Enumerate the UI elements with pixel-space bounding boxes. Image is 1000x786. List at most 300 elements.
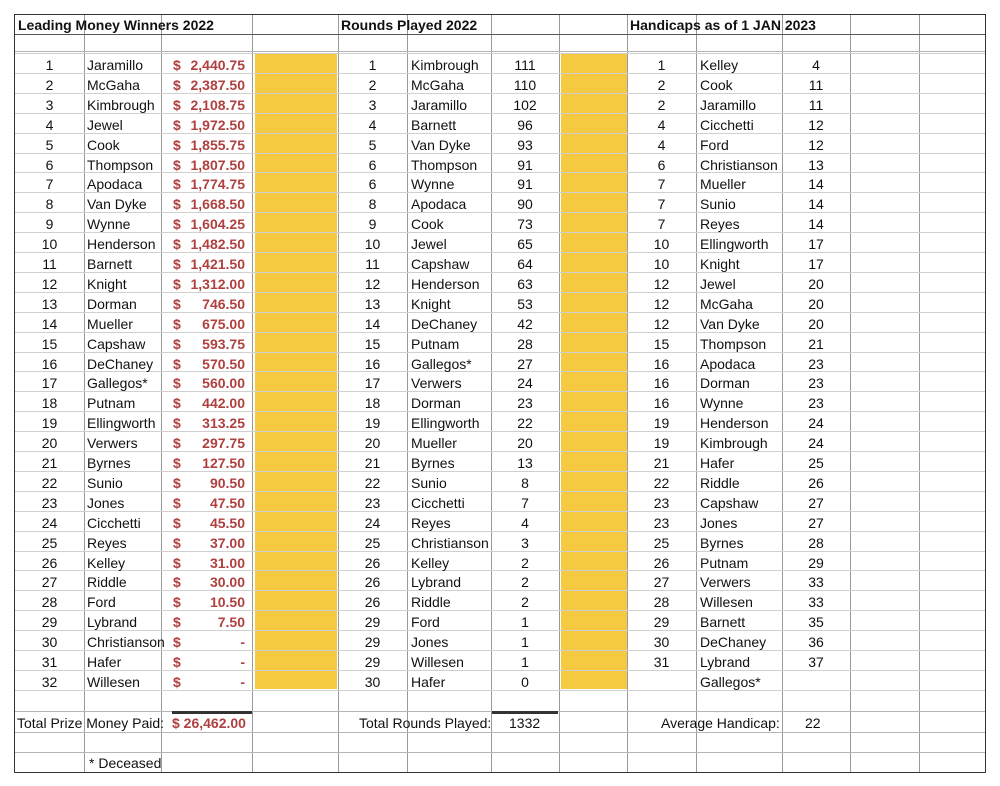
- money-rank: 1: [45, 57, 54, 73]
- rounds-name: Willesen: [411, 654, 464, 670]
- handicap-name: McGaha: [700, 295, 753, 312]
- rounds-value: 1: [521, 634, 529, 651]
- money-amount: [173, 473, 245, 493]
- rounds-rank: 21: [364, 455, 381, 471]
- rounds-rank: 8: [368, 196, 377, 213]
- handicap-rank: 23: [653, 514, 670, 531]
- handicap-rank: 16: [653, 395, 670, 412]
- money-amount: [173, 314, 245, 334]
- handicap-value: 21: [808, 335, 824, 352]
- rounds-rank: 15: [364, 335, 381, 352]
- handicap-rank: 7: [657, 196, 666, 213]
- handicap-name: Christianson: [700, 156, 778, 173]
- rounds-rank: 6: [368, 176, 377, 193]
- amount-value: 127.50: [202, 455, 245, 471]
- rounds-name: Thompson: [411, 156, 478, 173]
- currency-symbol: $: [173, 474, 181, 491]
- money-name: Jaramillo: [87, 57, 144, 73]
- handicap-name: Sunio: [700, 196, 736, 213]
- money-rank: 2: [45, 76, 54, 93]
- handicap-rank: 12: [653, 315, 670, 332]
- currency-symbol: $: [173, 96, 181, 113]
- money-rank: 17: [41, 375, 58, 392]
- rounds-name: Ellingworth: [411, 415, 480, 432]
- money-rank: 26: [41, 554, 58, 571]
- amount-value: -: [240, 654, 245, 670]
- amount-value: 442.00: [202, 395, 245, 412]
- money-amount: [173, 174, 245, 194]
- currency-symbol: $: [173, 275, 181, 292]
- money-name: Putnam: [87, 395, 136, 412]
- rounds-value: 111: [514, 57, 536, 73]
- rounds-value: 90: [517, 196, 533, 213]
- currency-symbol: $: [173, 673, 181, 690]
- currency-symbol: $: [173, 455, 181, 471]
- money-name: Kimbrough: [87, 96, 155, 113]
- rounds-value: 13: [517, 455, 533, 471]
- money-rank: 11: [42, 256, 57, 272]
- rounds-name: Apodaca: [411, 196, 467, 213]
- money-amount: [173, 393, 245, 413]
- money-rank: 10: [41, 236, 58, 253]
- rounds-value: 91: [517, 156, 533, 173]
- rounds-name: McGaha: [411, 76, 464, 93]
- handicap-value: 13: [808, 156, 824, 173]
- handicap-name: Cicchetti: [700, 116, 754, 133]
- handicap-value: 26: [808, 474, 824, 491]
- money-amount: [173, 433, 245, 453]
- money-amount: [173, 274, 245, 294]
- rounds-total-label: Total Rounds Played:: [359, 715, 492, 731]
- amount-value: 1,668.50: [190, 196, 245, 213]
- rounds-name: Reyes: [411, 514, 451, 531]
- currency-symbol: $: [173, 415, 181, 432]
- rounds-section-title: Rounds Played 2022: [341, 17, 478, 33]
- handicap-value: 20: [808, 315, 824, 332]
- handicap-name: Reyes: [700, 216, 740, 233]
- handicap-name: Willesen: [700, 594, 753, 611]
- money-amount: [173, 612, 245, 632]
- handicap-value: 4: [812, 57, 820, 73]
- rounds-name: Verwers: [411, 375, 462, 392]
- amount-value: 7.50: [217, 614, 245, 631]
- handicap-rank: 27: [653, 574, 670, 591]
- handicap-rank: 22: [653, 474, 670, 491]
- money-name: Ellingworth: [87, 415, 156, 432]
- rounds-name: Mueller: [411, 435, 457, 452]
- handicap-value: 11: [808, 76, 824, 93]
- currency-symbol: $: [173, 355, 181, 372]
- rounds-rank: 26: [364, 574, 381, 591]
- amount-value: 570.50: [202, 355, 245, 372]
- handicap-name: Apodaca: [700, 355, 756, 372]
- money-rank: 32: [41, 673, 58, 690]
- money-amount: [173, 513, 245, 533]
- rounds-rank: 19: [364, 415, 381, 432]
- handicap-value: 24: [808, 415, 824, 432]
- handicap-rank: 7: [657, 176, 666, 193]
- handicap-rank: 6: [657, 156, 666, 173]
- spreadsheet: [14, 14, 986, 773]
- money-name: Mueller: [87, 315, 133, 332]
- rounds-name: Byrnes: [411, 455, 455, 471]
- money-amount: [173, 592, 245, 612]
- handicap-rank: 4: [657, 136, 666, 153]
- money-name: Gallegos*: [87, 375, 148, 392]
- currency-symbol: $: [173, 335, 181, 352]
- currency-symbol: $: [173, 256, 181, 272]
- money-amount: [173, 294, 245, 314]
- handicap-name: Gallegos*: [700, 673, 761, 690]
- currency-symbol: $: [173, 156, 181, 173]
- amount-value: 45.50: [209, 514, 245, 531]
- money-amount: [173, 95, 245, 115]
- rounds-rank: 14: [364, 315, 381, 332]
- money-rank: 19: [41, 415, 58, 432]
- rounds-rank: 26: [364, 594, 381, 611]
- amount-value: 1,807.50: [190, 156, 245, 173]
- rounds-value: 42: [517, 315, 533, 332]
- handicap-value: 37: [808, 654, 824, 670]
- amount-value: 47.50: [209, 494, 245, 511]
- rounds-rank: 12: [364, 275, 381, 292]
- handicap-rank: 21: [653, 455, 670, 471]
- currency-symbol: $: [173, 574, 181, 591]
- currency-symbol: $: [173, 375, 181, 392]
- money-rank: 18: [41, 395, 58, 412]
- currency-symbol: $: [173, 216, 181, 233]
- handicap-name: Knight: [700, 256, 740, 272]
- amount-value: 593.75: [202, 335, 245, 352]
- handicap-rank: 19: [653, 415, 670, 432]
- handicap-rank: 23: [653, 494, 670, 511]
- amount-value: 313.25: [202, 415, 245, 432]
- amount-value: 2,108.75: [190, 96, 245, 113]
- handicap-rank: 4: [657, 116, 666, 133]
- currency-symbol: $: [173, 654, 181, 670]
- handicap-rank: 15: [653, 335, 670, 352]
- rounds-name: DeChaney: [411, 315, 478, 332]
- rounds-value: 8: [521, 474, 529, 491]
- money-amount: [173, 373, 245, 393]
- money-amount: [173, 533, 245, 553]
- handicap-value: 20: [808, 295, 824, 312]
- amount-value: 297.75: [202, 435, 245, 452]
- rounds-value: 4: [521, 514, 529, 531]
- handicap-name: DeChaney: [700, 634, 767, 651]
- rounds-value: 27: [517, 355, 533, 372]
- rounds-rank: 22: [364, 474, 381, 491]
- money-name: Capshaw: [87, 335, 146, 352]
- handicap-name: Kelley: [700, 57, 739, 73]
- handicap-value: 29: [808, 554, 824, 571]
- money-rank: 7: [45, 176, 54, 193]
- rounds-total-value: 1332: [509, 715, 541, 731]
- handicap-value: 20: [808, 275, 824, 292]
- rounds-name: Riddle: [411, 594, 451, 611]
- handicap-value: 33: [808, 574, 824, 591]
- money-rank: 14: [41, 315, 58, 332]
- rounds-value: 2: [521, 554, 529, 571]
- amount-value: 2,387.50: [190, 76, 245, 93]
- handicap-rank: 28: [653, 594, 670, 611]
- money-amount: [173, 553, 245, 573]
- rounds-value: 24: [517, 375, 533, 392]
- rounds-name: Wynne: [411, 176, 455, 193]
- handicap-value: 23: [808, 375, 824, 392]
- currency-symbol: $: [173, 494, 181, 511]
- amount-value: 560.00: [202, 375, 245, 392]
- rounds-value: 0: [521, 673, 529, 690]
- handicap-value: 14: [808, 216, 824, 233]
- rounds-rank: 5: [368, 136, 377, 153]
- rounds-value: 3: [521, 534, 529, 551]
- money-name: Byrnes: [87, 455, 131, 471]
- rounds-rank: 16: [364, 355, 381, 372]
- handicap-name: Cook: [700, 76, 733, 93]
- handicap-rank: 31: [653, 654, 670, 670]
- currency-symbol: $: [173, 554, 181, 571]
- money-name: McGaha: [87, 76, 140, 93]
- currency-symbol: $: [173, 634, 181, 651]
- rounds-rank: 25: [364, 534, 381, 551]
- handicap-name: Henderson: [700, 415, 769, 432]
- money-rank: 28: [41, 594, 58, 611]
- handicap-value: 24: [808, 435, 824, 452]
- rounds-rank: 11: [365, 256, 380, 272]
- money-total-value: $ 26,462.00: [172, 715, 246, 731]
- money-rank: 8: [45, 196, 54, 213]
- handicap-rank: 30: [653, 634, 670, 651]
- money-rank: 30: [41, 634, 58, 651]
- money-rank: 31: [41, 654, 58, 670]
- rounds-rank: 26: [364, 554, 381, 571]
- handicap-rank: 2: [657, 76, 666, 93]
- rounds-value: 65: [517, 236, 533, 253]
- handicap-name: Byrnes: [700, 534, 744, 551]
- handicap-value: 11: [808, 96, 824, 113]
- rounds-name: Henderson: [411, 275, 480, 292]
- handicap-value: 12: [808, 116, 824, 133]
- rounds-name: Hafer: [411, 673, 446, 690]
- money-name: Hafer: [87, 654, 122, 670]
- money-amount: [173, 254, 245, 274]
- handicap-name: Jaramillo: [700, 96, 757, 113]
- money-name: Kelley: [87, 554, 126, 571]
- currency-symbol: $: [173, 435, 181, 452]
- money-name: Wynne: [87, 216, 131, 233]
- money-amount: [173, 214, 245, 234]
- money-rank: 15: [41, 335, 58, 352]
- handicap-name: Lybrand: [700, 654, 751, 670]
- money-name: Cook: [87, 136, 120, 153]
- money-rank: 29: [41, 614, 58, 631]
- money-name: Riddle: [87, 574, 127, 591]
- rounds-rank: 17: [364, 375, 381, 392]
- amount-value: 37.00: [209, 534, 245, 551]
- currency-symbol: $: [173, 136, 181, 153]
- rounds-name: Sunio: [411, 474, 447, 491]
- rounds-name: Barnett: [411, 116, 457, 133]
- handicap-name: Van Dyke: [700, 315, 760, 332]
- handicap-value: 33: [808, 594, 824, 611]
- handicap-name: Hafer: [700, 455, 735, 471]
- money-rank: 27: [41, 574, 58, 591]
- handicap-rank: 1: [657, 57, 666, 73]
- money-name: Verwers: [87, 435, 138, 452]
- rounds-value: 23: [517, 395, 533, 412]
- handicap-value: 27: [808, 514, 824, 531]
- handicap-value: 28: [808, 534, 824, 551]
- handicap-rank: 2: [657, 96, 666, 113]
- money-name: Cicchetti: [87, 514, 141, 531]
- rounds-value: 2: [521, 574, 529, 591]
- rounds-value: 91: [517, 176, 533, 193]
- rounds-name: Jaramillo: [411, 96, 468, 113]
- rounds-name: Cicchetti: [411, 494, 465, 511]
- amount-value: -: [240, 634, 245, 651]
- handicap-rank: 10: [653, 236, 670, 253]
- handicap-name: Riddle: [700, 474, 740, 491]
- money-rank: 20: [41, 435, 58, 452]
- money-name: Willesen: [87, 673, 140, 690]
- handicap-rank: 12: [653, 295, 670, 312]
- rounds-name: Ford: [411, 614, 440, 631]
- money-amount: [173, 194, 245, 214]
- rounds-rank: 3: [368, 96, 377, 113]
- rounds-name: Putnam: [411, 335, 460, 352]
- money-name: Christianson: [87, 634, 165, 651]
- currency-symbol: $: [173, 236, 181, 253]
- money-rank: 3: [45, 96, 54, 113]
- handicap-name: Jones: [700, 514, 738, 531]
- rounds-name: Van Dyke: [411, 136, 471, 153]
- handicap-value: 17: [808, 236, 824, 253]
- handicap-name: Mueller: [700, 176, 746, 193]
- rounds-value: 63: [517, 275, 533, 292]
- rounds-value: 64: [517, 256, 533, 272]
- money-rank: 12: [41, 275, 58, 292]
- money-name: Thompson: [87, 156, 154, 173]
- handicap-value: 14: [808, 196, 824, 213]
- footnote-deceased: * Deceased: [89, 755, 162, 771]
- money-amount: [173, 413, 245, 433]
- handicap-name: Thompson: [700, 335, 767, 352]
- money-name: Reyes: [87, 534, 127, 551]
- amount-value: 90.50: [209, 474, 245, 491]
- money-amount: [173, 155, 245, 175]
- rounds-name: Jones: [411, 634, 449, 651]
- handicap-rank: 16: [653, 375, 670, 392]
- rounds-rank: 30: [364, 673, 381, 690]
- rounds-rank: 29: [364, 634, 381, 651]
- rounds-rank: 23: [364, 494, 381, 511]
- rounds-name: Cook: [411, 216, 444, 233]
- rounds-rank: 18: [364, 395, 381, 412]
- handicap-rank: 7: [657, 216, 666, 233]
- handicap-value: 23: [808, 355, 824, 372]
- money-amount: [173, 453, 245, 473]
- handicap-value: 35: [808, 614, 824, 631]
- handicap-rank: 29: [653, 614, 670, 631]
- rounds-rank: 24: [364, 514, 381, 531]
- handicaps-section-title: Handicaps as of 1 JAN 2023: [630, 17, 816, 33]
- amount-value: 675.00: [202, 315, 245, 332]
- handicap-name: Ford: [700, 136, 729, 153]
- money-rank: 23: [41, 494, 58, 511]
- rounds-value: 1: [521, 654, 529, 670]
- rounds-rank: 6: [368, 156, 377, 173]
- rounds-value: 93: [517, 136, 533, 153]
- rounds-rank: 29: [364, 654, 381, 670]
- rounds-value: 2: [521, 594, 529, 611]
- handicap-rank: 12: [653, 275, 670, 292]
- rounds-name: Kelley: [411, 554, 450, 571]
- currency-symbol: $: [173, 176, 181, 193]
- money-amount: [173, 672, 245, 692]
- handicap-average-value: 22: [805, 715, 821, 731]
- money-amount: [173, 572, 245, 592]
- handicap-name: Putnam: [700, 554, 749, 571]
- currency-symbol: $: [173, 614, 181, 631]
- handicap-rank: [627, 672, 696, 692]
- money-amount: [173, 234, 245, 254]
- money-name: Sunio: [87, 474, 123, 491]
- money-name: Dorman: [87, 295, 137, 312]
- amount-value: 1,604.25: [190, 216, 245, 233]
- money-amount: [173, 652, 245, 672]
- money-rank: 25: [41, 534, 58, 551]
- currency-symbol: $: [173, 76, 181, 93]
- currency-symbol: $: [173, 116, 181, 133]
- money-amount: [173, 632, 245, 652]
- handicap-rank: 16: [653, 355, 670, 372]
- handicap-value: 14: [808, 176, 824, 193]
- rounds-rank: 9: [368, 216, 377, 233]
- money-rank: 24: [41, 514, 58, 531]
- money-name: Apodaca: [87, 176, 143, 193]
- rounds-value: 53: [517, 295, 533, 312]
- money-name: DeChaney: [87, 355, 154, 372]
- rounds-value: 1: [521, 614, 529, 631]
- amount-value: 30.00: [209, 574, 245, 591]
- handicap-rank: 19: [653, 435, 670, 452]
- amount-value: 31.00: [209, 554, 245, 571]
- rounds-value: 20: [517, 435, 533, 452]
- money-amount: [173, 55, 245, 75]
- money-total-label: Total Prize Money Paid:: [17, 715, 165, 731]
- money-rank: 21: [41, 455, 58, 471]
- rounds-rank: 1: [368, 57, 377, 73]
- amount-value: 1,482.50: [190, 236, 245, 253]
- handicap-rank: 10: [653, 256, 670, 272]
- handicap-name: Kimbrough: [700, 435, 768, 452]
- rounds-value: 110: [513, 76, 537, 93]
- amount-value: 1,774.75: [190, 176, 245, 193]
- money-rank: 9: [45, 216, 54, 233]
- handicap-rank: 25: [653, 534, 670, 551]
- rounds-rank: 29: [364, 614, 381, 631]
- currency-symbol: $: [173, 395, 181, 412]
- rounds-value: 96: [517, 116, 533, 133]
- rounds-value: 28: [517, 335, 533, 352]
- amount-value: 1,312.00: [190, 275, 245, 292]
- money-name: Henderson: [87, 236, 156, 253]
- amount-value: 1,972.50: [190, 116, 245, 133]
- rounds-name: Gallegos*: [411, 355, 472, 372]
- handicap-value: 12: [808, 136, 824, 153]
- rounds-name: Kimbrough: [411, 57, 479, 73]
